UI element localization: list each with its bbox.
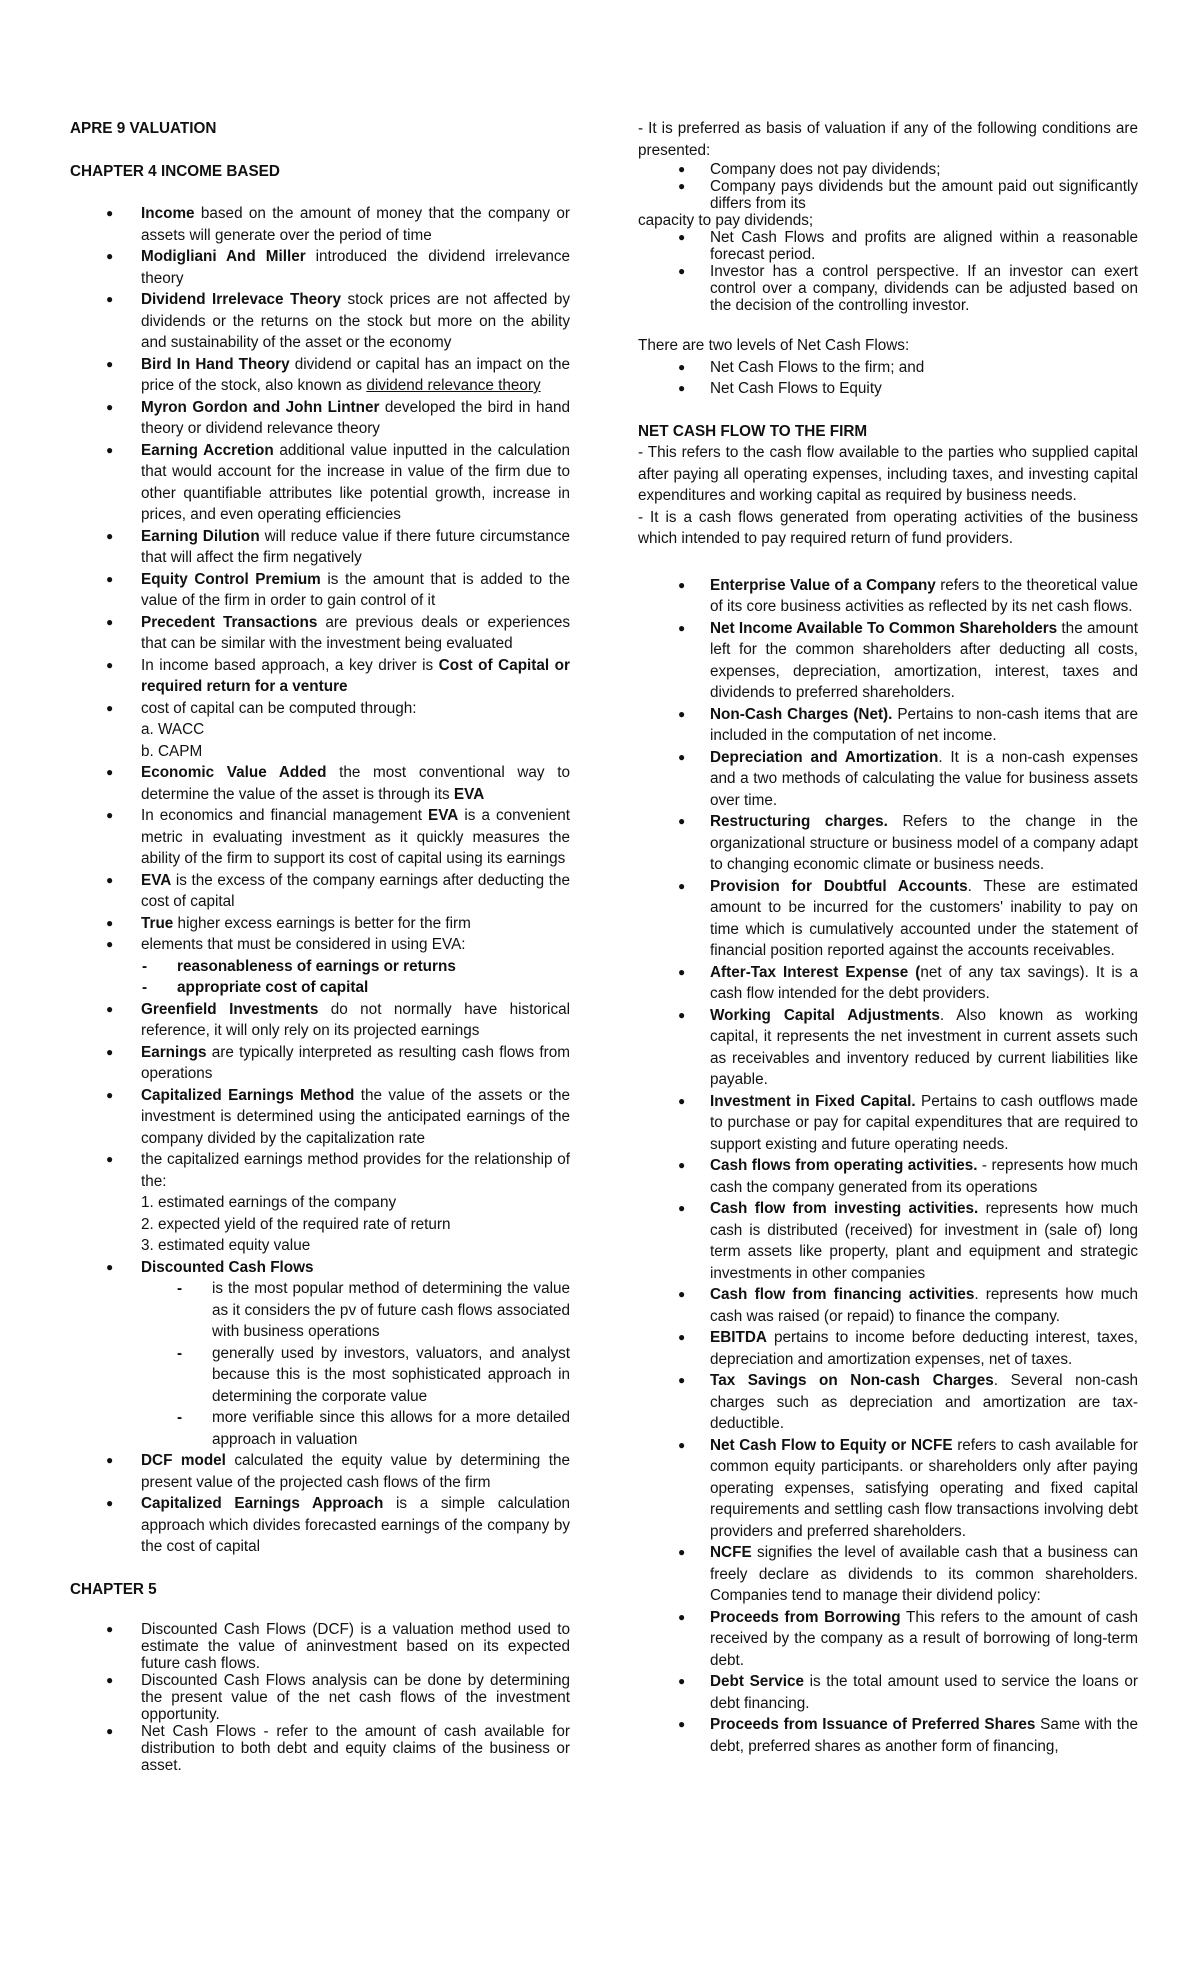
conditions-intro: - It is preferred as basis of valuation if any of the following conditions are presented:: [638, 120, 1138, 159]
list-item: [638, 876, 1138, 962]
term: Earning Dilution: [141, 527, 260, 545]
ncff-heading: NET CASH FLOW TO THE FIRM: [638, 422, 868, 440]
list-item: ● Net Cash Flows to the firm; and: [638, 357, 1138, 379]
term: Precedent Transactions: [141, 613, 318, 631]
term: Proceeds from Issuance of Preferred Shares: [710, 1716, 1036, 1733]
definition: In economics and financial management: [141, 807, 429, 824]
list-item: [70, 289, 570, 354]
list-item: [638, 1542, 1138, 1607]
definition: calculated the equity value by determining the present value of the projected cash flows of the firm: [141, 1452, 570, 1491]
term: Capitalized Earnings Approach: [141, 1495, 384, 1512]
list-item: [70, 1450, 570, 1493]
sub-line: 3. estimated equity value: [141, 1237, 311, 1254]
underlined-term: dividend relevance theory: [366, 377, 541, 394]
levels-list: [638, 357, 1138, 400]
list-item: [638, 1284, 1138, 1327]
list-item: [638, 1198, 1138, 1284]
definition: Pertains to non-cash items that are included in the computation of net income.: [710, 705, 1138, 744]
list-item: [638, 1327, 1138, 1370]
list-item: [70, 246, 570, 289]
term: Dividend Irrelevace Theory: [141, 291, 341, 308]
dash-text: is the most popular method of determining the value as it considers the pv of future cash flows associated with business operations: [212, 1280, 570, 1340]
list-item: [70, 1149, 570, 1257]
term: Working Capital Adjustments: [710, 1006, 940, 1024]
definition: will reduce value if there future circumstance that will affect the firm negatively: [141, 527, 570, 566]
conditions-list: [638, 161, 1138, 212]
definition: based on the amount of money that the company or assets will generate over the period of time: [141, 205, 570, 244]
list-item: [638, 1005, 1138, 1091]
left-column: [70, 118, 570, 1774]
list-item: ● Net Cash Flows and profits are aligned within a reasonable forecast period.: [638, 229, 1138, 263]
definition: Refers to the change in the organizational structure or business model of a company adapt to changing economic climate or business needs.: [710, 813, 1138, 873]
definition: Pertains to cash outflows made to purchase or pay for capital expenditures that are required to support existing and future operating needs.: [710, 1092, 1138, 1153]
list-item: [70, 762, 570, 805]
definition: the most conventional way to determine the value of the asset is through its: [141, 764, 570, 803]
definition: is the amount that is added to the value of the firm in order to gain control of it: [141, 570, 570, 609]
list-item: ● Company pays dividends but the amount paid out significantly differs from its: [638, 178, 1138, 212]
list-item: [638, 1607, 1138, 1672]
term: DCF model: [141, 1452, 226, 1469]
definition: In income based approach, a key driver is: [141, 656, 439, 674]
definition: are typically interpreted as resulting cash flows from operations: [141, 1043, 570, 1082]
term: Net Income Available To Common Shareholders: [710, 619, 1058, 637]
definition: cost of capital can be computed through:: [141, 699, 417, 717]
dash-item: [106, 977, 570, 999]
definition: Same with the debt, preferred shares as another form of financing,: [710, 1716, 1138, 1755]
list-item: [70, 913, 570, 935]
dash-item: [106, 956, 570, 978]
list-item: [70, 1085, 570, 1150]
list-item: [70, 569, 570, 612]
list-item: ● Company does not pay dividends;: [638, 161, 1138, 178]
term: Myron Gordon and John Lintner: [141, 398, 380, 416]
term: Earnings: [141, 1043, 207, 1061]
dash-list: [106, 956, 570, 999]
list-item: [638, 1370, 1138, 1435]
sub-line: 2. expected yield of the required rate of return: [141, 1215, 451, 1233]
sub-line: 1. estimated earnings of the company: [141, 1194, 397, 1211]
list-item: [638, 1435, 1138, 1543]
definition: This refers to the amount of cash received by the company as a result of borrowing of long-term debt.: [710, 1608, 1138, 1669]
dash-item: [141, 1407, 570, 1450]
term: Modigliani And Miller: [141, 248, 306, 265]
list-item: ● Net Cash Flows - refer to the amount of cash available for distribution to both debt and equity claims of the business or asset.: [70, 1723, 570, 1774]
dash-item: [141, 1343, 570, 1408]
term: Cash flow from financing activities: [710, 1286, 975, 1303]
term: EVA: [141, 871, 172, 889]
list-item: [638, 575, 1138, 618]
definition: the amount left for the common shareholders after deducting all costs, expenses, depreciation, amortization, interest, taxes and dividends to preferred shareholders.: [710, 619, 1138, 701]
definition-cont: is a convenient metric in evaluating investment as it quickly measures the ability of the firm to support its cost of capital using its earnings: [141, 807, 571, 867]
list-item: ● Net Cash Flows to Equity: [638, 378, 1138, 400]
conditions-list-2: [638, 229, 1138, 314]
term: Depreciation and Amortization: [710, 748, 939, 766]
dash-list: [141, 1278, 570, 1450]
term: Tax Savings on Non-cash Charges: [710, 1372, 994, 1389]
list-item: [70, 805, 570, 870]
levels-intro: There are two levels of Net Cash Flows:: [638, 337, 910, 354]
definition: - represents how much cash the company generated from its operations: [710, 1157, 1138, 1196]
definition: the value of the assets or the investment is determined using the anticipated earnings of the company divided by the capitalization rate: [141, 1086, 571, 1147]
term: EBITDA: [710, 1329, 767, 1346]
cash-flow-terms-list: [638, 575, 1138, 1758]
term: Income: [141, 205, 195, 222]
list-item: [70, 526, 570, 569]
list-item: ● Investor has a control perspective. If an investor can exert control over a company, dividends can be adjusted based on the decision of the controlling investor.: [638, 263, 1138, 314]
definition: are previous deals or experiences that can be similar with the investment being evaluated: [141, 613, 570, 652]
chapter-4-list: [70, 203, 570, 1558]
term: Greenfield Investments: [141, 1000, 319, 1018]
term: Economic Value Added: [141, 764, 327, 781]
definition: higher excess earnings is better for the firm: [173, 914, 471, 932]
list-item: [70, 397, 570, 440]
list-item: [70, 655, 570, 698]
definition: is the excess of the company earnings after deducting the cost of capital: [141, 871, 570, 910]
term: Bird In Hand Theory: [141, 355, 290, 373]
definition: stock prices are not affected by dividends or the returns on the stock but more on the ability and sustainability of the asset or the economy: [141, 291, 570, 351]
definition: . represents how much cash was raised (or repaid) to finance the company.: [710, 1286, 1138, 1325]
list-item: [638, 618, 1138, 704]
emphasis: EVA: [428, 807, 459, 824]
chapter-5-heading: CHAPTER 5: [70, 1580, 157, 1598]
list-item: [70, 203, 570, 246]
right-column: [638, 118, 1138, 1757]
ncff-paragraph-1: - This refers to the cash flow available to the parties who supplied capital after paying all operating expenses, including taxes, and investing capital expenditures and working capital as required by business needs.: [638, 444, 1138, 504]
term: Debt Service: [710, 1673, 805, 1690]
list-item: [638, 811, 1138, 876]
term: Non-Cash Charges (Net).: [710, 705, 893, 723]
definition: dividend or capital has an impact on the price of the stock, also known as: [141, 355, 570, 394]
definition: net of any tax savings). It is a cash flow intended for the debt providers.: [710, 963, 1138, 1002]
list-item: [70, 1257, 570, 1451]
dash-text: appropriate cost of capital: [177, 979, 369, 996]
definition: do not normally have historical reference, it will only rely on its projected earnings: [141, 1000, 571, 1039]
list-item: ● Discounted Cash Flows (DCF) is a valuation method used to estimate the value of aninvestment based on its expected future cash flows.: [70, 1621, 570, 1672]
definition: pertains to income before deducting interest, taxes, depreciation and amortization expenses, net of taxes.: [710, 1329, 1138, 1368]
term: Earning Accretion: [141, 441, 274, 459]
sub-line: a. WACC: [141, 721, 205, 738]
term: Capitalized Earnings Method: [141, 1086, 355, 1104]
ncff-paragraph-2: - It is a cash flows generated from operating activities of the business which intended to pay required return of fund providers.: [638, 508, 1138, 547]
list-item: [70, 870, 570, 913]
term: Cash flows from operating activities.: [710, 1157, 978, 1174]
definition: . These are estimated amount to be incurred for the customers' inability to pay on time which is cumulatively accounted under the statement of financial position reported against the accounts receivables.: [710, 877, 1138, 959]
definition: elements that must be considered in using EVA:: [141, 936, 466, 953]
definition: . Also known as working capital, it represents the net investment in current assets such as receivables and inventory reduced by current liabilities like payable.: [710, 1006, 1138, 1088]
term: Equity Control Premium: [141, 570, 321, 588]
definition: developed the bird in hand theory or dividend relevance theory: [141, 398, 570, 437]
list-item: ● Discounted Cash Flows analysis can be done by determining the present value of the net cash flows of the investment opportunity.: [70, 1672, 570, 1723]
definition: the capitalized earnings method provides for the relationship of the:: [141, 1151, 570, 1190]
definition: introduced the dividend irrelevance theory: [141, 248, 570, 287]
list-item: [70, 698, 570, 763]
document-title: APRE 9 VALUATION: [70, 120, 217, 137]
list-item: [70, 440, 570, 526]
definition: is the total amount used to service the loans or debt financing.: [710, 1673, 1139, 1712]
list-item: [70, 934, 570, 999]
definition: refers to the theoretical value of its core business activities as reflected by its net cash flows.: [710, 576, 1138, 615]
list-item: [638, 747, 1138, 812]
list-item: [70, 612, 570, 655]
list-item: [638, 1155, 1138, 1198]
definition: . Several non-cash charges such as depreciation and amortization are tax-deductible.: [710, 1372, 1138, 1432]
term: After-Tax Interest Expense (: [710, 963, 921, 981]
definition: additional value inputted in the calculation that would account for the increase in value of the firm due to other quantifiable attributes like potential growth, increase in prices, and even operating efficiencies: [141, 441, 570, 523]
definition: refers to cash available for common equity participants. or shareholders only after paying operating expenses, satisfying operating and fixed capital requirements and settling cash flow transactions involving debt providers and preferred shareholders.: [710, 1436, 1139, 1540]
term: Cash flow from investing activities.: [710, 1200, 979, 1217]
list-item: [638, 704, 1138, 747]
term: Discounted Cash Flows: [141, 1258, 314, 1276]
emphasis: Cost of Capital or required return for a venture: [141, 656, 570, 695]
term: Net Cash Flow to Equity or NCFE: [710, 1436, 953, 1454]
dash-text: more verifiable since this allows for a more detailed approach in valuation: [212, 1409, 570, 1448]
list-item: [70, 1493, 570, 1558]
sub-line: b. CAPM: [141, 742, 203, 760]
definition: represents how much cash is distributed (received) for investment in (sale of) long term assets like property, plant and equipment and strategic investments in other companies: [710, 1200, 1138, 1282]
list-item: [638, 1671, 1138, 1714]
term: Restructuring charges.: [710, 813, 888, 830]
chapter-4-heading: CHAPTER 4 INCOME BASED: [70, 162, 280, 180]
list-item: [70, 999, 570, 1042]
definition: is a simple calculation approach which divides forecasted earnings of the company by the cost of capital: [141, 1495, 570, 1555]
conditions-continuation: capacity to pay dividends;: [638, 212, 814, 229]
definition: . It is a non-cash expenses and a two methods of calculating the value for business assets over time.: [710, 748, 1138, 809]
definition: signifies the level of available cash that a business can freely declare as dividends to its common shareholders. Companies tend to manage their dividend policy:: [710, 1544, 1138, 1604]
term: NCFE: [710, 1544, 752, 1561]
term: Enterprise Value of a Company: [710, 576, 936, 594]
dash-text: generally used by investors, valuators, and analyst because this is the most sophisticated approach in determining the corporate value: [212, 1344, 570, 1405]
chapter-5-list: [70, 1621, 570, 1774]
dash-text: reasonableness of earnings or returns: [177, 957, 456, 975]
list-item: [638, 1714, 1138, 1757]
list-item: [70, 354, 570, 397]
term: True: [141, 914, 174, 932]
list-item: [638, 1091, 1138, 1156]
term: Provision for Doubtful Accounts: [710, 877, 968, 895]
dash-item: [141, 1278, 570, 1343]
emphasis: EVA: [453, 785, 485, 803]
list-item: [638, 962, 1138, 1005]
term: Investment in Fixed Capital.: [710, 1092, 916, 1110]
term: Proceeds from Borrowing: [710, 1608, 901, 1626]
list-item: [70, 1042, 570, 1085]
